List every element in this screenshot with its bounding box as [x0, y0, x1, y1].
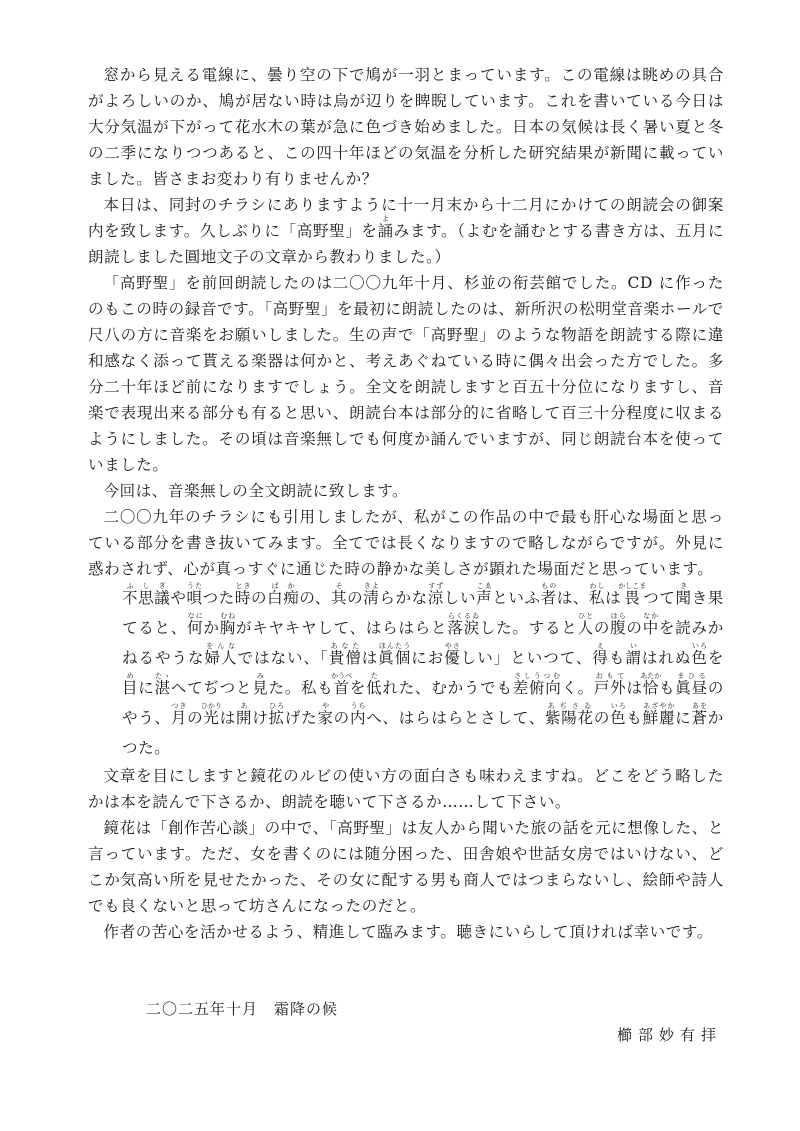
paragraph-2-a: 本日は、同封のチラシにありますように十一月末から十二月にかけての朗読会の御案内を致します。久しぶりに「高野聖」を	[88, 196, 724, 240]
quoted-passage	[88, 582, 724, 763]
ruby-word: 誦よ	[377, 215, 394, 240]
paragraph-6: 文章を目にしますと鏡花のルビの使い方の面白さも味わえますね。どこをどう略したかは本を読んで下さるか、朗読を聴いて下さるか……して下さい。	[88, 767, 724, 811]
paragraph-8: 作者の苦心を活かせるよう、精進して臨みます。聴きにいらして頂ければ幸いです。	[103, 923, 713, 941]
paragraph-7: 鏡花は「創作苦心談」の中で、「高野聖」は友人から聞いた旅の話を元に想像した、と言っています。ただ、女を書くのには随分困った、田舎娘や世話女房ではいけない、どこか気高い所を見せたかった、その女に配する男も商人ではつまらないし、絵師や詩人でも良くないと思って坊さんになったのだと。	[88, 819, 724, 915]
paragraph-5: 二〇〇九年のチラシにも引用しましたが、私がこの作品の中で最も肝心な場面と思っている部分を書き抜いてみます。全てでは長くなりますので略しながらですが。外見に惑わされず、心が真っすぐに通じた時の静かな美しさが顕れた場面だと思っています。	[88, 508, 724, 578]
paragraph-4: 今回は、音楽無しの全文朗読に致します。	[103, 482, 409, 500]
quoted-passage-text: 不思議ふしぎや唄うたつた時ときの白痴ばかの、其その淸きよらかな涼すずしい声こゑといふ者ものは、私わしは畏かしこまつて聞きき果てると、何なにか胸むねがキヤキヤして、はらはらと落涙らくるゐした。すると人ひとの腹はらの中なかを読みかねるやうな婦人をんなではない、「貴僧あなたは眞個ほんたうにお優やさしい」といつて、得えも謂いはれぬ色いろを目めに湛たゝへてぢつと見みた。私も首かうべを低たれた、むかうでも差俯向さしうつむく。戸外おもては恰あたかも眞昼まひるのやう、月つきの光ひかりは開あけ拡ひろげた家やの内うちへ、はらはらとさして、紫陽花あぢさゐの色いろも鮮麗あざやかに蒼あをかつた。	[122, 582, 724, 757]
paragraph-3: 「高野聖」を前回朗読したのは二〇〇九年十月、杉並の衔芸館でした。CD に作ったのもこの時の録音です。「高野聖」を最初に朗読したのは、新所沢の松明堂音楽ホールで尺八の方に音楽をお願いしました。生の声で「高野聖」のような物語を朗読する際に違和感なく添って貰える楽器は何かと、考えあぐねている時に偶々出会った方でした。多分二十年ほど前になりますでしょう。全文を朗読しますと百五十分位になりますし、音楽で表現出来る部分も有ると思い、朗読台本は部分的に省略して百三十分程度に収まるようにしました。その頃は音楽無しでも何度か誦んでいますが、同じ朗読台本を使っていました。	[88, 274, 724, 474]
letter-signature: 櫛部妙有拝	[616, 1026, 722, 1044]
letter-body	[88, 62, 724, 945]
letter-date: 二〇二五年十月 霜降の候	[146, 1000, 339, 1018]
paragraph-1: 窓から見える電線に、曇り空の下で鳩が一羽とまっています。この電線は眺めの具合がよろしいのか、鳩が居ない時は烏が辺りを睥睨しています。これを書いている今日は大分気温が下がって花水木の葉が急に色づき始めました。日本の気候は長く暑い夏と冬の二季になりつつあると、この四十年ほどの気温を分析した研究結果が新聞に載っていました。皆さまお変わり有りませんか？	[88, 66, 724, 188]
paragraph-2-b: みます。（よむを誦むとする書き方は、五月に朗読しました圓地文子の文章から教わりました。）	[88, 222, 724, 266]
paragraph-2	[88, 192, 724, 270]
